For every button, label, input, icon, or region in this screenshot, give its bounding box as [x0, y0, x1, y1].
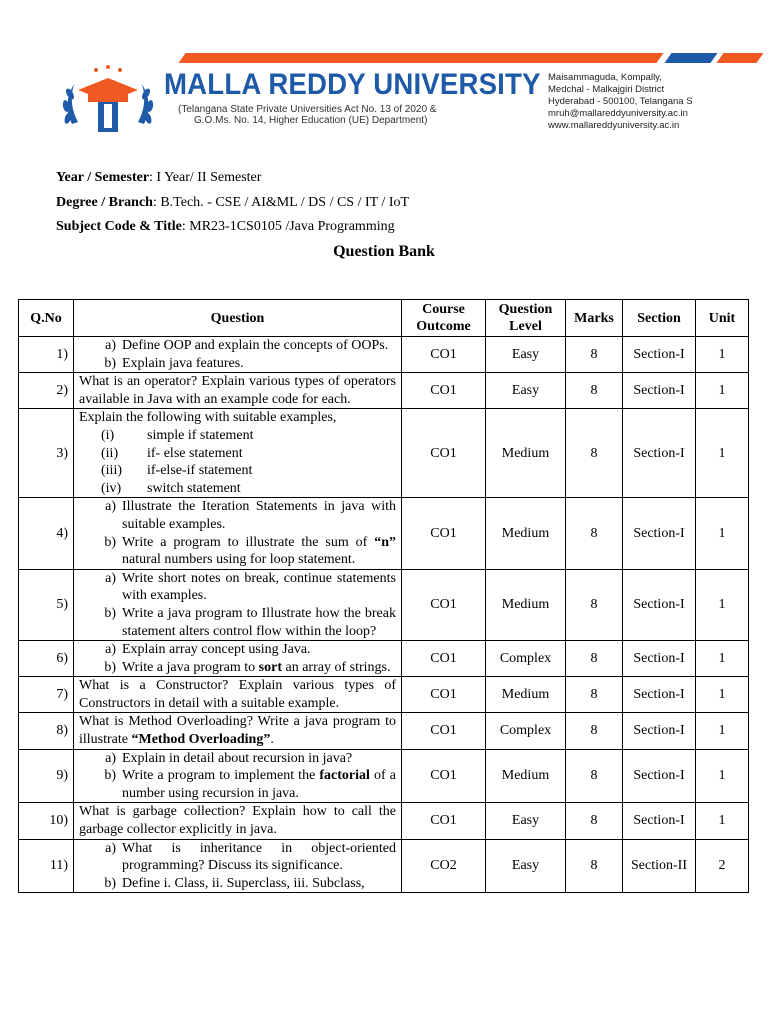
item-text: Explain array concept using Java. — [122, 642, 311, 658]
table-row — [19, 839, 749, 893]
header-question-level: Question Level — [486, 300, 566, 337]
sub-question — [79, 355, 396, 373]
question-text — [74, 677, 402, 713]
section: Section-I — [623, 498, 696, 569]
question-intro: What is Method Overloading? Write a java program to illustrate “Method Overloading”. — [79, 714, 396, 748]
marks: 8 — [566, 839, 623, 893]
question-level: Medium — [486, 749, 566, 803]
roman-item — [79, 445, 396, 463]
item-marker: (i) — [101, 427, 115, 443]
table-row — [19, 337, 749, 373]
header-stripe-orange — [178, 53, 663, 63]
question-number: 3) — [19, 409, 74, 498]
question-number: 11) — [19, 839, 74, 893]
question-intro: What is a Constructor? Explain various types of Constructors in detail with a suitable example. — [79, 678, 396, 711]
question-level: Medium — [486, 569, 566, 640]
header-course-outcome: Course Outcome — [402, 300, 486, 337]
sub-question — [79, 659, 396, 677]
item-text: Define i. Class, ii. Superclass, iii. Subclass, — [122, 875, 365, 891]
item-marker: a) — [105, 499, 116, 515]
question-level: Medium — [486, 677, 566, 713]
sub-question — [79, 840, 396, 875]
item-text: Explain java features. — [122, 355, 244, 371]
section: Section-I — [623, 677, 696, 713]
item-text: Illustrate the Iteration Statements in java with suitable examples. — [122, 499, 396, 532]
question-level: Easy — [486, 839, 566, 893]
table-row — [19, 749, 749, 803]
unit: 1 — [696, 409, 749, 498]
course-outcome: CO1 — [402, 569, 486, 640]
question-level: Complex — [486, 641, 566, 677]
question-bank-table — [18, 299, 749, 893]
question-intro: Explain the following with suitable examples, — [79, 410, 337, 426]
university-subtitle: (Telangana State Private Universities Act No. 13 of 2020 & G.O.Ms. No. 14, Higher Education (UE) Department) — [178, 104, 437, 126]
question-level: Easy — [486, 803, 566, 839]
item-text: if- else statement — [147, 445, 243, 461]
course-outcome: CO1 — [402, 409, 486, 498]
sub-question — [79, 337, 396, 355]
sub-question — [79, 534, 396, 569]
table-row — [19, 569, 749, 640]
item-text: What is inheritance in object-oriented programming? Discuss its significance. — [122, 840, 396, 874]
item-marker: a) — [105, 338, 116, 353]
item-marker: b) — [104, 875, 116, 891]
item-marker: b) — [104, 355, 116, 371]
degree-branch: Degree / Branch: B.Tech. - CSE / AI&ML / DS / CS / IT / IoT — [56, 194, 410, 210]
unit: 1 — [696, 713, 749, 749]
item-marker: b) — [104, 659, 116, 675]
item-text: switch statement — [147, 480, 241, 496]
table-row — [19, 641, 749, 677]
course-outcome: CO2 — [402, 839, 486, 893]
subject-code-title: Subject Code & Title: MR23-1CS0105 /Java Programming — [56, 219, 395, 234]
table-row — [19, 498, 749, 569]
unit: 1 — [696, 749, 749, 803]
unit: 1 — [696, 803, 749, 839]
item-marker: b) — [104, 768, 116, 784]
question-text — [74, 803, 402, 839]
unit: 1 — [696, 677, 749, 713]
sub-question — [79, 498, 396, 533]
header-section: Section — [623, 300, 696, 337]
section: Section-I — [623, 641, 696, 677]
marks: 8 — [566, 569, 623, 640]
item-marker: (iv) — [101, 480, 122, 496]
item-text: Write short notes on break, continue statements with examples. — [122, 570, 396, 604]
question-number: 7) — [19, 677, 74, 713]
marks: 8 — [566, 409, 623, 498]
question-text — [74, 569, 402, 640]
section: Section-I — [623, 373, 696, 409]
table-row — [19, 803, 749, 839]
question-number: 5) — [19, 569, 74, 640]
header-stripe-orange-end — [716, 53, 763, 63]
course-outcome: CO1 — [402, 641, 486, 677]
marks: 8 — [566, 337, 623, 373]
table-row — [19, 677, 749, 713]
unit: 1 — [696, 498, 749, 569]
item-marker: a) — [105, 750, 116, 766]
question-intro: What is an operator? Explain various types of operators available in Java with an example code for each. — [79, 374, 396, 407]
course-outcome: CO1 — [402, 803, 486, 839]
item-marker: a) — [105, 840, 116, 856]
header-question: Question — [74, 300, 402, 337]
roman-item — [79, 480, 396, 498]
course-outcome: CO1 — [402, 337, 486, 373]
item-text: Write a program to illustrate the sum of “n” natural numbers using for loop statement. — [122, 534, 396, 568]
year-semester: Year / Semester: I Year/ II Semester — [56, 170, 262, 185]
header-marks: Marks — [566, 300, 623, 337]
item-text: Write a program to implement the factorial of a number using recursion in java. — [122, 768, 396, 801]
unit: 1 — [696, 569, 749, 640]
table-row — [19, 409, 749, 498]
table-row — [19, 373, 749, 409]
roman-item — [79, 462, 396, 480]
section: Section-I — [623, 713, 696, 749]
course-outcome: CO1 — [402, 713, 486, 749]
university-name: MALLA REDDY UNIVERSITY — [164, 68, 541, 101]
question-number: 2) — [19, 373, 74, 409]
question-level: Easy — [486, 337, 566, 373]
question-number: 6) — [19, 641, 74, 677]
question-text — [74, 373, 402, 409]
university-address: Maisammaguda, Kompally, Medchal - Malkajgiri District Hyderabad - 500100, Telangana S mruh@mallareddyuniversity.ac.in www.mallareddyuniversity.ac.in — [548, 72, 693, 131]
course-meta — [56, 166, 409, 240]
question-text — [74, 498, 402, 569]
header-stripe-blue — [664, 53, 717, 63]
question-level: Medium — [486, 409, 566, 498]
course-outcome: CO1 — [402, 498, 486, 569]
question-level: Medium — [486, 498, 566, 569]
section: Section-II — [623, 839, 696, 893]
section: Section-I — [623, 409, 696, 498]
item-marker: a) — [105, 570, 116, 586]
sub-question — [79, 875, 396, 893]
unit: 1 — [696, 337, 749, 373]
question-text — [74, 839, 402, 893]
question-number: 4) — [19, 498, 74, 569]
sub-question — [79, 767, 396, 802]
unit: 1 — [696, 641, 749, 677]
item-text: Write a java program to sort an array of strings. — [122, 659, 391, 675]
table-row — [19, 713, 749, 749]
course-outcome: CO1 — [402, 373, 486, 409]
item-text: Define OOP and explain the concepts of OOPs. — [122, 338, 389, 353]
sub-question — [79, 641, 396, 659]
item-marker: (iii) — [101, 463, 122, 479]
question-intro: What is garbage collection? Explain how to call the garbage collector explicitly in java. — [79, 804, 396, 838]
roman-item — [79, 427, 396, 445]
question-level: Easy — [486, 373, 566, 409]
marks: 8 — [566, 749, 623, 803]
unit: 1 — [696, 373, 749, 409]
university-logo — [58, 64, 158, 140]
question-number: 8) — [19, 713, 74, 749]
unit: 2 — [696, 839, 749, 893]
item-marker: (ii) — [101, 445, 119, 461]
section: Section-I — [623, 337, 696, 373]
item-marker: b) — [104, 534, 116, 550]
table-header-row — [19, 300, 749, 337]
sub-question — [79, 605, 396, 640]
course-outcome: CO1 — [402, 749, 486, 803]
header-unit: Unit — [696, 300, 749, 337]
question-number: 9) — [19, 749, 74, 803]
item-text: Explain in detail about recursion in java? — [122, 750, 353, 766]
item-text: Write a java program to Illustrate how the break statement alters control flow within the loop? — [122, 605, 396, 639]
marks: 8 — [566, 641, 623, 677]
section: Section-I — [623, 569, 696, 640]
question-text — [74, 409, 402, 498]
question-text — [74, 337, 402, 373]
marks: 8 — [566, 803, 623, 839]
question-number: 1) — [19, 337, 74, 373]
question-text — [74, 749, 402, 803]
sub-question — [79, 750, 396, 768]
sub-question — [79, 570, 396, 605]
marks: 8 — [566, 373, 623, 409]
header-qno: Q.No — [19, 300, 74, 337]
marks: 8 — [566, 677, 623, 713]
item-marker: b) — [104, 605, 116, 621]
marks: 8 — [566, 713, 623, 749]
course-outcome: CO1 — [402, 677, 486, 713]
question-level: Complex — [486, 713, 566, 749]
item-marker: a) — [105, 642, 116, 658]
section: Section-I — [623, 803, 696, 839]
section: Section-I — [623, 749, 696, 803]
question-text — [74, 641, 402, 677]
question-text — [74, 713, 402, 749]
letterhead — [56, 50, 720, 140]
question-number: 10) — [19, 803, 74, 839]
item-text: if-else-if statement — [147, 463, 253, 479]
marks: 8 — [566, 498, 623, 569]
item-text: simple if statement — [147, 427, 254, 443]
page-title: Question Bank — [333, 243, 435, 260]
